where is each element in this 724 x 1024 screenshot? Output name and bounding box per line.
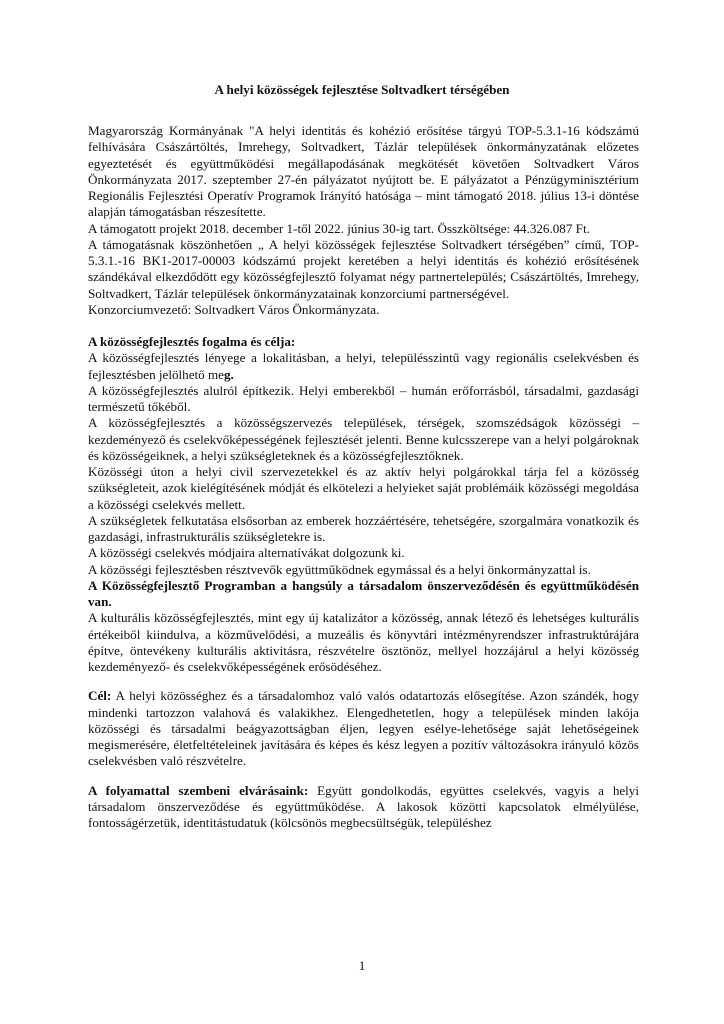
goal-paragraph — [88, 688, 639, 769]
expectations-text: Együtt gondolkodás, együttes cselekvés, vagyis a helyi társadalom önszerveződése és együttműködése. A lakosok közötti kapcsolatok elmélyülése, fontosságérzetük, identitástudatuk (kölcsönös megbecsültségük, településhez — [88, 782, 639, 830]
concept-paragraph: A közösségfejlesztés alulról építkezik. Helyi emberekből – humán erőforrásból, társadalmi, gazdasági természetű tőkéből. — [88, 382, 639, 414]
section-heading: A közösségfejlesztés fogalma és célja: — [88, 334, 296, 349]
goal-label: Cél: — [88, 688, 112, 704]
concept-paragraph: A közösségi cselekvés módjaira alternatívákat dolgozunk ki. — [88, 545, 405, 561]
program-emphasis: A Közösségfejlesztő Programban a hangsúly a társadalom önszerveződésén és együttműködésén van. — [88, 577, 639, 609]
document-title: A helyi közösségek fejlesztése Soltvadkert térségében — [214, 82, 510, 97]
goal-text: A helyi közösséghez és a társadalomhoz való valós odatartozás elősegítése. Azon szándék, hogy mindenki tartozzon valahová és valakikhez. Elengedhetetlen, hogy a települések minden lakója közösségi és társadalmi beágyazottságban éljen, legyen esélye-lehetősége saját lehetőségeinek megismerésére, életfeltételeinek javítására és képes és kész legyen a pozitív változásokra irányuló közös cselekvésben való részvételre. — [88, 688, 639, 769]
concept-paragraph: A közösségi fejlesztésben résztvevők együttműködnek egymással és a helyi önkormányzattal is. — [88, 561, 591, 577]
concept-paragraph: A kulturális közösségfejlesztés, mint egy új katalizátor a közösség, annak létező és lehetséges kulturális értékeiből kiindulva, a közművelődési, a muzeális és könyvtári intézményrendszer infrastruktúrájára építve, öntevékeny kulturális aktivitásra, részvételre ösztönöz, mellyel hozzájárul a helyi közösség kezdeményező- és cselekvőképességének erősödéséhez. — [88, 610, 639, 674]
expectations-label: A folyamattal szembeni elvárásaink: — [88, 782, 309, 798]
intro-paragraph: A támogatott projekt 2018. december 1-től 2022. június 30-ig tart. Összköltsége: 44.326.087 Ft. — [88, 220, 590, 236]
document-body — [88, 123, 639, 831]
page-number: 1 — [358, 958, 366, 973]
concept-paragraph: Közösségi úton a helyi civil szervezetekkel és az aktív helyi polgárokkal tárja fel a közösség szükségleteit, azok kielégítésének módját és elkötelezi a helyieket saját problémáik közösségi megoldása a közösségi cselekvés mellett. — [88, 464, 639, 512]
concept-paragraph: A közösségfejlesztés a közösségszervezés települések, térségek, szomszédságok közösségi – kezdeményező és cselekvőképességének fejlesztését jelenti. Benne kulcsszerepe van a helyi polgároknak és közösségeiknek, a helyi szükségleteknek és a közösségfejlesztőknek. — [88, 415, 639, 463]
expectations-paragraph — [88, 783, 639, 832]
concept-paragraph — [88, 350, 639, 383]
concept-text: A közösségfejlesztés lényege a lokalitásban, a helyi, településszintű vagy regionális cselekvésben és fejlesztésben jelölhető me — [88, 350, 639, 382]
intro-paragraph: Magyarország Kormányának "A helyi identitás és kohézió erősítése tárgyú TOP-5.3.1-16 kódszámú felhívására Császártöltés, Imrehegy, Soltvadkert, Tázlár települések önkormányzatának előzetes egyeztetését és együttműködési megállapodásának megkötését követően Soltvadkert Város Önkormányzata 2017. szeptember 27-én pályázatot nyújtott be. E pályázatot a Pénzügyminisztérium Regionális Fejlesztési Operatív Programok Irányító hatósága – mint támogató 2018. július 13-i döntése alapján támogatásban részesítette. — [88, 123, 639, 220]
intro-paragraph: A támogatásnak köszönhetően „ A helyi közösségek fejlesztése Soltvadkert térségében” című, TOP-5.3.1.-16 BK1-2017-00003 kódszámú projekt keretében a helyi identitás és kohézió erősítésének szándékával elkezdődött egy közösségfejlesztő folyamat négy partnertelepülés; Császártöltés, Imrehegy, Soltvadkert, Tázlár települések önkormányzatainak konzorciumi partnerségével. — [88, 236, 639, 301]
concept-text-emphasis: g. — [223, 366, 234, 382]
concept-paragraph: A szükségletek felkutatása elsősorban az emberek hozzáértésére, tehetségére, szorgalmára vonatkozik és gazdasági, infrastrukturális szükségletekre is. — [88, 512, 639, 544]
consortium-leader: Konzorciumvezető: Soltvadkert Város Önkormányzata. — [88, 301, 380, 317]
